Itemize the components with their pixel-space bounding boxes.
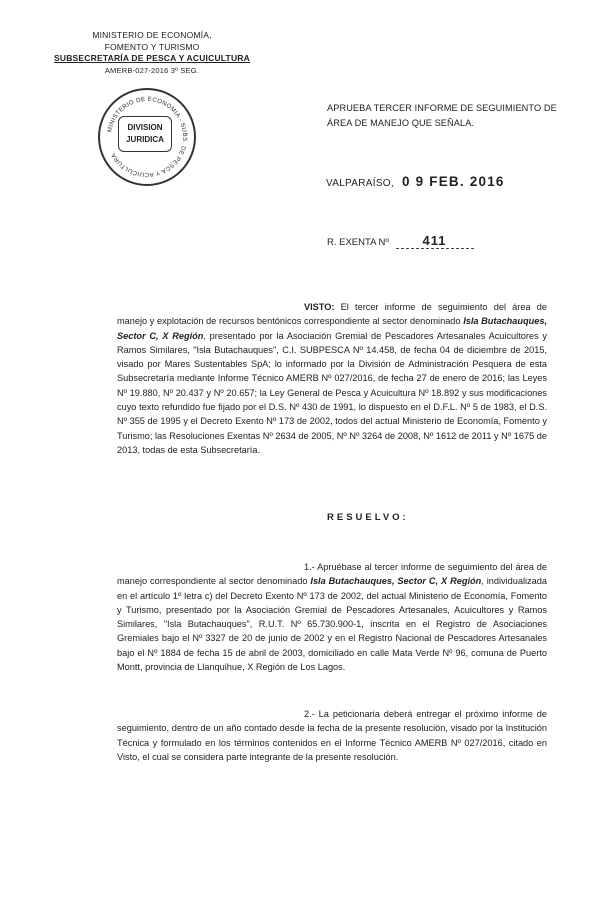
visto-paragraph bbox=[117, 300, 547, 457]
visto-text-2: , presentado por la Asociación Gremial de Pescadores Artesanales Acuicultores y Ramos Similares, "Isla Butachauques", C.I. SUBPESCA Nº 14.458, de fecha 04 de diciembre de 2015, visado por Mares Sustentables SpA; lo informado por la División de Administración Pesquera de esta Subsecretaría mediante Informe Técnico AMERB Nº 027/2016, de fecha 27 de enero de 2016; las Leyes Nº 19.880, Nº 20.437 y Nº 20.657; la Ley General de Pesca y Acuicultura Nº 18.892 y sus modificaciones cuyo texto refundido fue fijado por el D.S. Nº 430 de 1991, lo dispuesto en el D.F.L. Nº 5 de 1983, el D.S. Nº 355 de 1995 y el Decreto Exento Nº 173 de 2002, todos del actual Ministerio de Economía, Fomento y Turismo; las Resoluciones Exentas Nº 2634 de 2005, Nº Nº 3264 de 2008, Nº 1612 de 2011 y Nº 1675 de 2013, todas de esta Subsecretaría. bbox=[117, 330, 547, 455]
item1-sector: Isla Butachauques, Sector C, X Región bbox=[310, 576, 482, 587]
visto-text-1: El tercer informe de seguimiento del área de manejo y explotación de recursos bentónicos correspondiente al sector denominado bbox=[117, 302, 547, 327]
resolution-label: R. EXENTA Nº bbox=[327, 237, 389, 248]
division-juridica-stamp bbox=[98, 88, 196, 186]
stamp-inner-box bbox=[118, 116, 172, 152]
city: VALPARAÍSO, bbox=[326, 178, 394, 189]
item2-text: 2.- La peticionaria deberá entregar el próximo informe de seguimiento, dentro de un año contado desde la fecha de la presente resolución, visado por la Institución Técnica y formulado en los términos contenidos en el Informe Técnico AMERB Nº 027/2016, citado en Visto, el cual se considera parte integrante de la presente resolución. bbox=[117, 709, 547, 762]
visto-sector: Isla Butachauques, Sector C, X Región bbox=[117, 316, 548, 341]
header-line-subsecretaria: SUBSECRETARÍA DE PESCA Y ACUICULTURA bbox=[54, 53, 250, 63]
header-line-reference: AMERB-027-2016 3º SEG. bbox=[104, 65, 200, 75]
resolution-subject: APRUEBA TERCER INFORME DE SEGUIMIENTO DE ÁREA DE MANEJO QUE SEÑALA. bbox=[327, 103, 557, 128]
resolution-number-line bbox=[327, 233, 474, 249]
resolution-item-2 bbox=[117, 707, 547, 764]
ministry-header bbox=[52, 30, 252, 76]
item1-text-1: 1.- Apruébase al tercer informe de seguimiento del área de manejo correspondiente al sector denominado bbox=[117, 562, 547, 587]
visto-label: VISTO: bbox=[304, 302, 335, 312]
item1-text-2: , individualizada en el artículo 1º letra c) del Decreto Exento Nº 173 de 2002, del actual Ministerio de Economía, Fomento y Turismo, presentado por la Asociación Gremial de Pescadores Artesanales, Acuicultores y Ramos Similares, "Isla Butachauques", R.U.T. Nº 65.730.900-1, inscrita en el Registro de Asociaciones Gremiales bajo el Nº 3327 de 20 de junio de 2002 y en el Registro Nacional de Pescadores Artesanales bajo el Nº 1884 de fecha 15 de abril de 2003, domiciliado en calle Mata Verde Nº 96, comuna de Puerto Montt, provincia de Llanquihue, X Región de Los Lagos. bbox=[117, 576, 547, 673]
header-line-fomento: FOMENTO Y TURISMO bbox=[104, 41, 200, 52]
resolution-number: 411 bbox=[396, 233, 474, 249]
place-date bbox=[326, 174, 505, 189]
resolution-item-1 bbox=[117, 560, 547, 674]
stamp-division-text: DIVISION bbox=[127, 123, 163, 132]
resuelvo-heading: RESUELVO: bbox=[327, 512, 409, 523]
stamp-ring-text: MINISTERIO DE ECONOMIA - SUBS. DE PESCA Y ACUICULTURA bbox=[106, 95, 189, 179]
stamp-juridica-text: JURIDICA bbox=[126, 135, 164, 144]
header-line-ministry: MINISTERIO DE ECONOMÍA, bbox=[92, 30, 212, 40]
resolution-date: 0 9 FEB. 2016 bbox=[401, 174, 505, 189]
